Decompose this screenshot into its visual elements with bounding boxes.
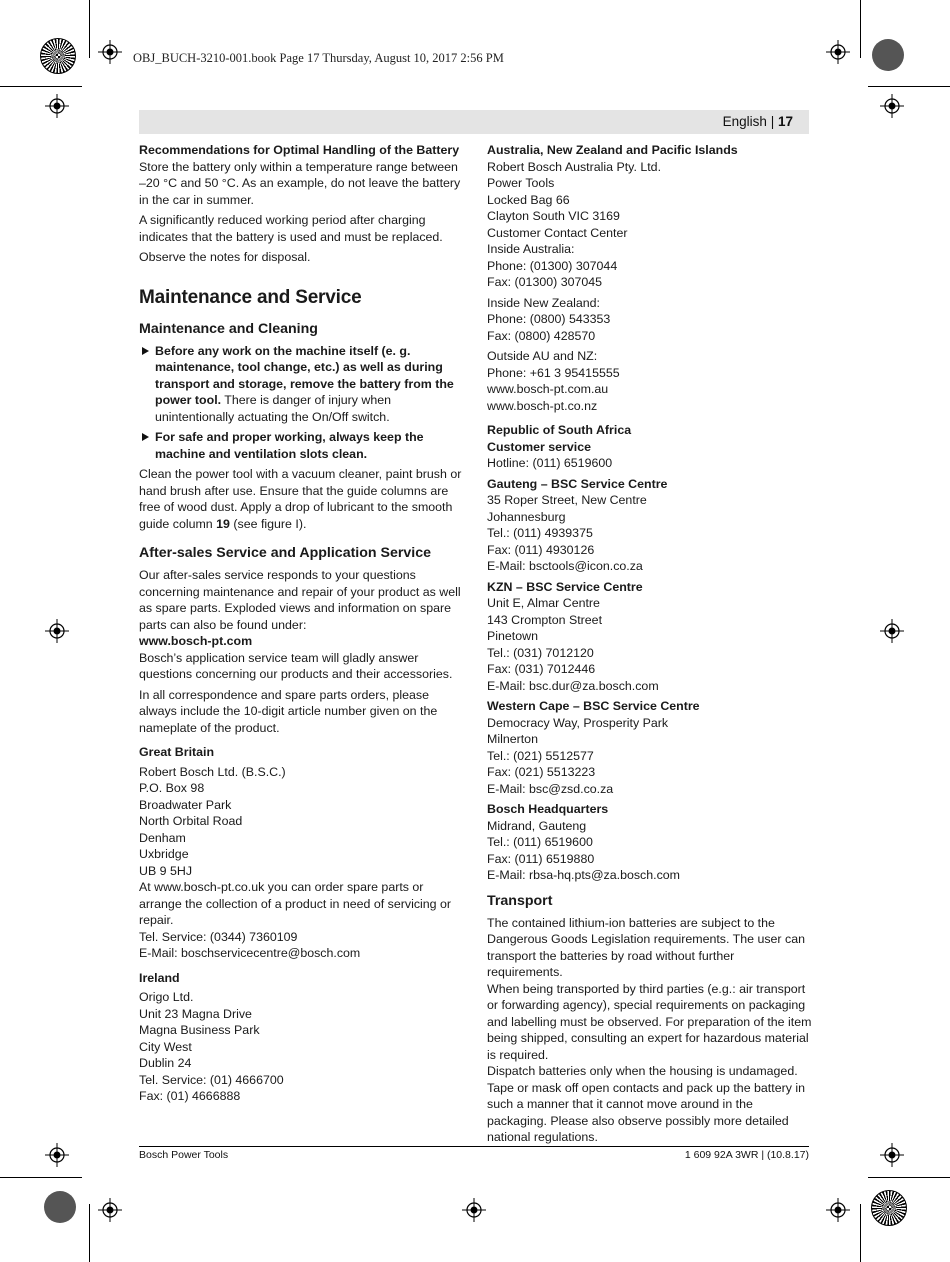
service-centre-title: Gauteng – BSC Service Centre xyxy=(487,476,668,491)
registration-mark-icon xyxy=(880,94,904,118)
address-line: E-Mail: bsc@zsd.co.za xyxy=(487,781,614,796)
address-line: Tel.: (031) 7012120 xyxy=(487,645,594,660)
registration-mark-icon xyxy=(98,1198,122,1222)
address-line: Inside New Zealand: xyxy=(487,295,600,310)
registration-mark-icon xyxy=(826,1198,850,1222)
part-number: 19 xyxy=(216,516,230,531)
service-centre-title: Bosch Headquarters xyxy=(487,802,609,816)
country-title: Ireland xyxy=(139,970,180,985)
aftersales-text: Our after-sales service responds to your questions concerning maintenance and repair of your product as well as spare parts. Exploded views and information on spare parts can also be found under: xyxy=(139,568,461,632)
aftersales-paragraph: In all correspondence and spare parts orders, please always include the 10-digit article number given on the nameplate of the product. xyxy=(139,687,438,735)
address-line: E-Mail: rbsa-hq.pts@za.bosch.com xyxy=(487,868,680,882)
address-line: Customer Contact Center xyxy=(487,225,628,240)
header-separator: | xyxy=(770,114,775,129)
address-line: Fax: (021) 5513223 xyxy=(487,765,596,779)
address-line: Magna Business Park xyxy=(139,1023,260,1037)
starburst-target-icon xyxy=(871,1190,907,1226)
service-centre-title: Western Cape – BSC Service Centre xyxy=(487,699,700,713)
address-line: E-Mail: bsctools@icon.co.za xyxy=(487,559,643,573)
cleaning-text: Clean the power tool with a vacuum cleaner, paint brush or hand brush after use. Ensure that the guide columns are free of wood dust. Apply a drop of lubricant to the smooth guide column xyxy=(139,467,462,531)
hq-address-block xyxy=(487,818,812,884)
safety-bullet xyxy=(139,429,463,462)
aftersales-paragraph xyxy=(139,567,463,683)
nz-url-link[interactable]: www.bosch-pt.co.nz xyxy=(487,398,598,413)
aftersales-text: Bosch’s application service team will gladly answer questions concerning our products and their accessories. xyxy=(139,650,453,681)
bullet-bold-text: For safe and proper working, always keep the machine and ventilation slots clean. xyxy=(155,430,424,461)
address-line: Pinetown xyxy=(487,629,538,643)
address-line: Uxbridge xyxy=(139,847,189,861)
bullet-text: There is danger of injury when unintentionally actuating the On/Off switch. xyxy=(155,393,391,424)
hotline-line: Hotline: (011) 6519600 xyxy=(487,456,613,470)
address-line: 35 Roper Street, New Centre xyxy=(487,493,647,507)
crop-line xyxy=(0,1177,82,1178)
battery-paragraph: Store the battery only within a temperature range between –20 °C and 50 °C. As an example, do not leave the battery in the car in summer. xyxy=(139,159,461,207)
transport-paragraph: Dispatch batteries only when the housing is undamaged. Tape or mask off open contacts and pack up the battery in such a manner that it cannot move around in the packaging. Please also observe possibly more detailed national regulations. xyxy=(487,1064,805,1144)
address-line: Tel. Service: (01) 4666700 xyxy=(139,1072,284,1087)
address-line: Fax: (011) 4930126 xyxy=(487,542,595,557)
address-line: Tel.: (011) 6519600 xyxy=(487,835,593,849)
crop-line xyxy=(89,0,90,58)
outside-address-block xyxy=(487,348,812,414)
address-line: Inside Australia: xyxy=(487,242,575,256)
battery-paragraph: Observe the notes for disposal. xyxy=(139,250,311,264)
address-line: Fax: (031) 7012446 xyxy=(487,662,596,676)
subsection-heading: After-sales Service and Application Service xyxy=(139,545,432,561)
registration-mark-icon xyxy=(98,40,122,64)
ie-address-block xyxy=(139,989,463,1105)
registration-mark-icon xyxy=(880,1143,904,1167)
registration-mark-icon xyxy=(880,619,904,643)
kzn-address-block xyxy=(487,595,812,694)
footer-brand: Bosch Power Tools xyxy=(139,1149,229,1161)
address-line: Johannesburg xyxy=(487,509,566,524)
service-centre-title: KZN – BSC Service Centre xyxy=(487,579,643,594)
address-line: 143 Crompton Street xyxy=(487,612,603,627)
footer-doc-number: 1 609 92A 3WR | (10.8.17) xyxy=(684,1149,809,1161)
battery-paragraph: A significantly reduced working period after charging indicates that the battery is used and must be replaced. xyxy=(139,213,443,244)
address-line: Dublin 24 xyxy=(139,1056,192,1070)
country-title: Great Britain xyxy=(139,745,215,759)
address-line: Democracy Way, Prosperity Park xyxy=(487,715,669,730)
gauteng-address-block xyxy=(487,492,812,575)
address-line: Tel.: (011) 4939375 xyxy=(487,526,593,540)
address-line: Phone: +61 3 95415555 xyxy=(487,365,620,380)
starburst-target-icon xyxy=(40,38,76,74)
address-line: Fax: (0800) 428570 xyxy=(487,328,596,343)
region-title: Australia, New Zealand and Pacific Islands xyxy=(487,143,738,157)
page-header xyxy=(139,110,809,134)
address-line: Phone: (01300) 307044 xyxy=(487,258,618,273)
crop-line xyxy=(0,86,82,87)
address-line: Outside AU and NZ: xyxy=(487,349,598,363)
address-line: UB 9 5HJ xyxy=(139,863,193,878)
crop-line xyxy=(868,1177,950,1178)
nz-address-block xyxy=(487,295,812,345)
subsection-heading: Maintenance and Cleaning xyxy=(139,320,318,337)
address-line: Fax: (01) 4666888 xyxy=(139,1089,241,1103)
address-line: Unit E, Almar Centre xyxy=(487,596,600,610)
footer-divider xyxy=(139,1146,809,1147)
print-file-info: OBJ_BUCH-3210-001.book Page 17 Thursday, August 10, 2017 2:56 PM xyxy=(133,51,504,65)
address-line: Broadwater Park xyxy=(139,797,232,812)
crop-line xyxy=(860,0,861,58)
address-line: Fax: (011) 6519880 xyxy=(487,851,595,866)
crop-line xyxy=(89,1204,90,1262)
address-line: Power Tools xyxy=(487,176,555,190)
section-heading: Maintenance and Service xyxy=(139,286,362,308)
gb-address-block xyxy=(139,764,463,962)
address-line: City West xyxy=(139,1039,192,1054)
address-line: Locked Bag 66 xyxy=(487,192,570,207)
grey-target-icon xyxy=(44,1191,76,1223)
cleaning-paragraph xyxy=(139,466,463,532)
address-line: Robert Bosch Ltd. (B.S.C.) xyxy=(139,764,286,779)
right-column xyxy=(487,142,812,1150)
address-line: Midrand, Gauteng xyxy=(487,818,587,833)
address-line: Tel.: (021) 5512577 xyxy=(487,748,594,763)
registration-mark-icon xyxy=(45,619,69,643)
address-line: E-Mail: bsc.dur@za.bosch.com xyxy=(487,678,659,693)
address-line: North Orbital Road xyxy=(139,814,243,828)
crop-line xyxy=(868,86,950,87)
address-line: Clayton South VIC 3169 xyxy=(487,209,620,223)
subsection-heading: Transport xyxy=(487,892,553,909)
left-column xyxy=(139,142,463,1109)
region-title: Republic of South Africa xyxy=(487,423,632,437)
registration-mark-icon xyxy=(462,1198,486,1222)
address-line: Milnerton xyxy=(487,732,538,746)
safety-bullet xyxy=(139,343,463,426)
header-language: English xyxy=(722,114,767,129)
registration-mark-icon xyxy=(45,1143,69,1167)
address-line: Tel. Service: (0344) 7360109 xyxy=(139,929,298,944)
registration-mark-icon xyxy=(826,40,850,64)
address-line: E-Mail: boschservicecentre@bosch.com xyxy=(139,946,361,960)
crop-line xyxy=(860,1204,861,1262)
address-line: P.O. Box 98 xyxy=(139,781,205,795)
au-url-link[interactable]: www.bosch-pt.com.au xyxy=(487,382,609,396)
address-line: Unit 23 Magna Drive xyxy=(139,1006,252,1021)
address-line: Robert Bosch Australia Pty. Ltd. xyxy=(487,159,662,174)
transport-paragraph: The contained lithium-ion batteries are subject to the Dangerous Goods Legislation requirements. The user can transport the batteries by road without further requirements. xyxy=(487,915,805,979)
bosch-url-link[interactable]: www.bosch-pt.com xyxy=(139,634,253,648)
page-number: 17 xyxy=(777,114,793,129)
header-label xyxy=(723,114,793,129)
region-subtitle: Customer service xyxy=(487,439,591,454)
anz-address-block xyxy=(487,159,812,291)
cleaning-text: (see figure I). xyxy=(229,516,307,531)
grey-target-icon xyxy=(872,39,904,71)
transport-paragraph: When being transported by third parties (e.g.: air transport or forwarding agency), special requirements on packaging and labelling must be observed. For preparation of the item being shipped, consulting an expert for hazardous material is required. xyxy=(487,981,812,1062)
wc-address-block xyxy=(487,715,812,798)
address-line: Fax: (01300) 307045 xyxy=(487,275,603,289)
address-line: Denham xyxy=(139,830,186,845)
address-line: Phone: (0800) 543353 xyxy=(487,312,611,326)
address-line: Origo Ltd. xyxy=(139,990,194,1004)
address-line: At www.bosch-pt.co.uk you can order spare parts or arrange the collection of a product in need of servicing or repair. xyxy=(139,880,452,927)
battery-handling-title: Recommendations for Optimal Handling of the Battery xyxy=(139,143,460,157)
bullet-bold-text: Before any work on the machine itself (e. g. maintenance, tool change, etc.) as well as during transport and storage, remove the battery from the power tool. xyxy=(155,343,454,407)
registration-mark-icon xyxy=(45,94,69,118)
